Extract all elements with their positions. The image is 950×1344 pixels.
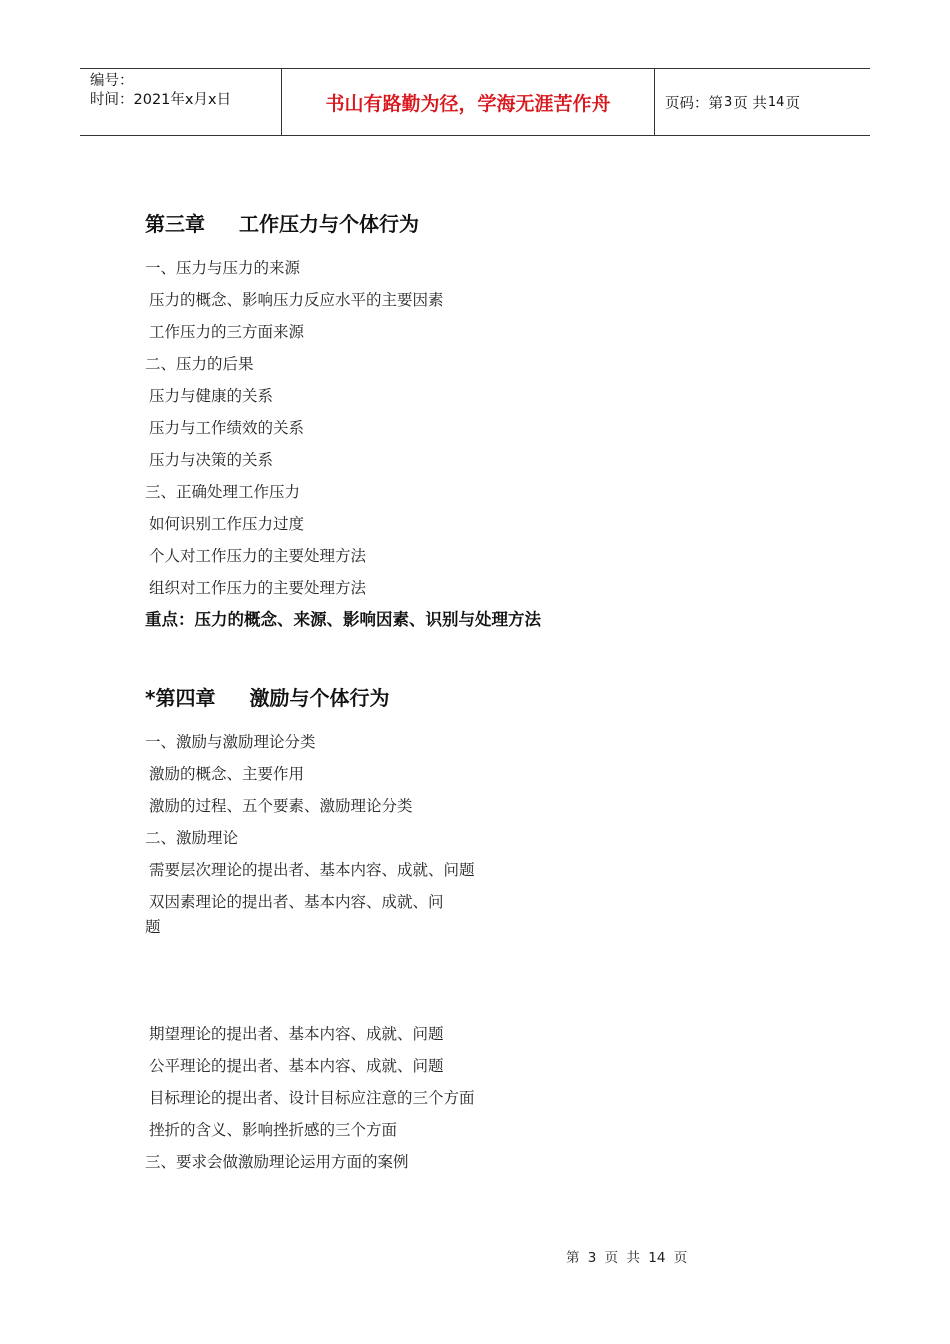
chapter4-line: 一、激励与激励理论分类 [145,733,316,751]
page-middle: 页 共 [733,95,767,112]
chapter4-line: 需要层次理论的提出者、基本内容、成就、问题 [149,861,475,879]
chapter3-line: 压力的概念、影响压力反应水平的主要因素 [149,291,444,309]
chapter4-title [145,685,389,711]
chapter3-line: 压力与决策的关系 [149,451,274,469]
page-total: 14 [767,94,785,110]
page-end: 页 [785,95,800,112]
chapter3-line: 压力与健康的关系 [149,387,274,405]
chapter4-line: 双因素理论的提出者、基本内容、成就、问 [149,893,444,911]
chapter4-line: 二、激励理论 [145,829,239,847]
chapter3-line: 个人对工作压力的主要处理方法 [149,547,367,565]
chapter4-line: 目标理论的提出者、设计目标应注意的三个方面 [149,1089,475,1107]
header-page-info [655,69,870,135]
chapter3-subtitle: 工作压力与个体行为 [239,212,419,236]
chapter4-line: 挫折的含义、影响挫折感的三个方面 [149,1121,398,1139]
chapter3-key-points: 重点：压力的概念、来源、影响因素、识别与处理方法 [145,610,541,629]
chapter3-title [145,211,419,237]
chapter3-line: 如何识别工作压力过度 [149,515,305,533]
chapter4-line: 公平理论的提出者、基本内容、成就、问题 [149,1057,444,1075]
chapter3-line: 三、正确处理工作压力 [145,483,301,501]
header-meta [80,69,282,135]
chapter4-subtitle: 激励与个体行为 [249,686,390,710]
chapter4-line: 激励的概念、主要作用 [149,765,305,783]
chapter3-number: 第三章 [145,212,205,236]
chapter4-line: 激励的过程、五个要素、激励理论分类 [149,797,413,815]
number-label: 编号： [90,73,134,89]
chapter4-wrap-tail: 题 [145,918,161,936]
page-label: 页码：第 [665,95,723,112]
chapter3-line: 工作压力的三方面来源 [149,323,305,341]
chapter4-line: 期望理论的提出者、基本内容、成就、问题 [149,1025,444,1043]
chapter4-number: *第四章 [145,686,216,710]
page-header [80,68,870,136]
chapter4-line: 三、要求会做激励理论运用方面的案例 [145,1153,409,1171]
time-label: 时间：2021年x月x日 [90,92,232,108]
page-footer: 第 3 页 共 14 页 [566,1250,688,1266]
chapter3-line: 一、压力与压力的来源 [145,259,301,277]
page-current: 3 [724,94,733,110]
chapter3-line: 二、压力的后果 [145,355,254,373]
chapter3-line: 压力与工作绩效的关系 [149,419,305,437]
header-motto: 书山有路勤为径，学海无涯苦作舟 [281,69,655,135]
chapter3-line: 组织对工作压力的主要处理方法 [149,579,367,597]
